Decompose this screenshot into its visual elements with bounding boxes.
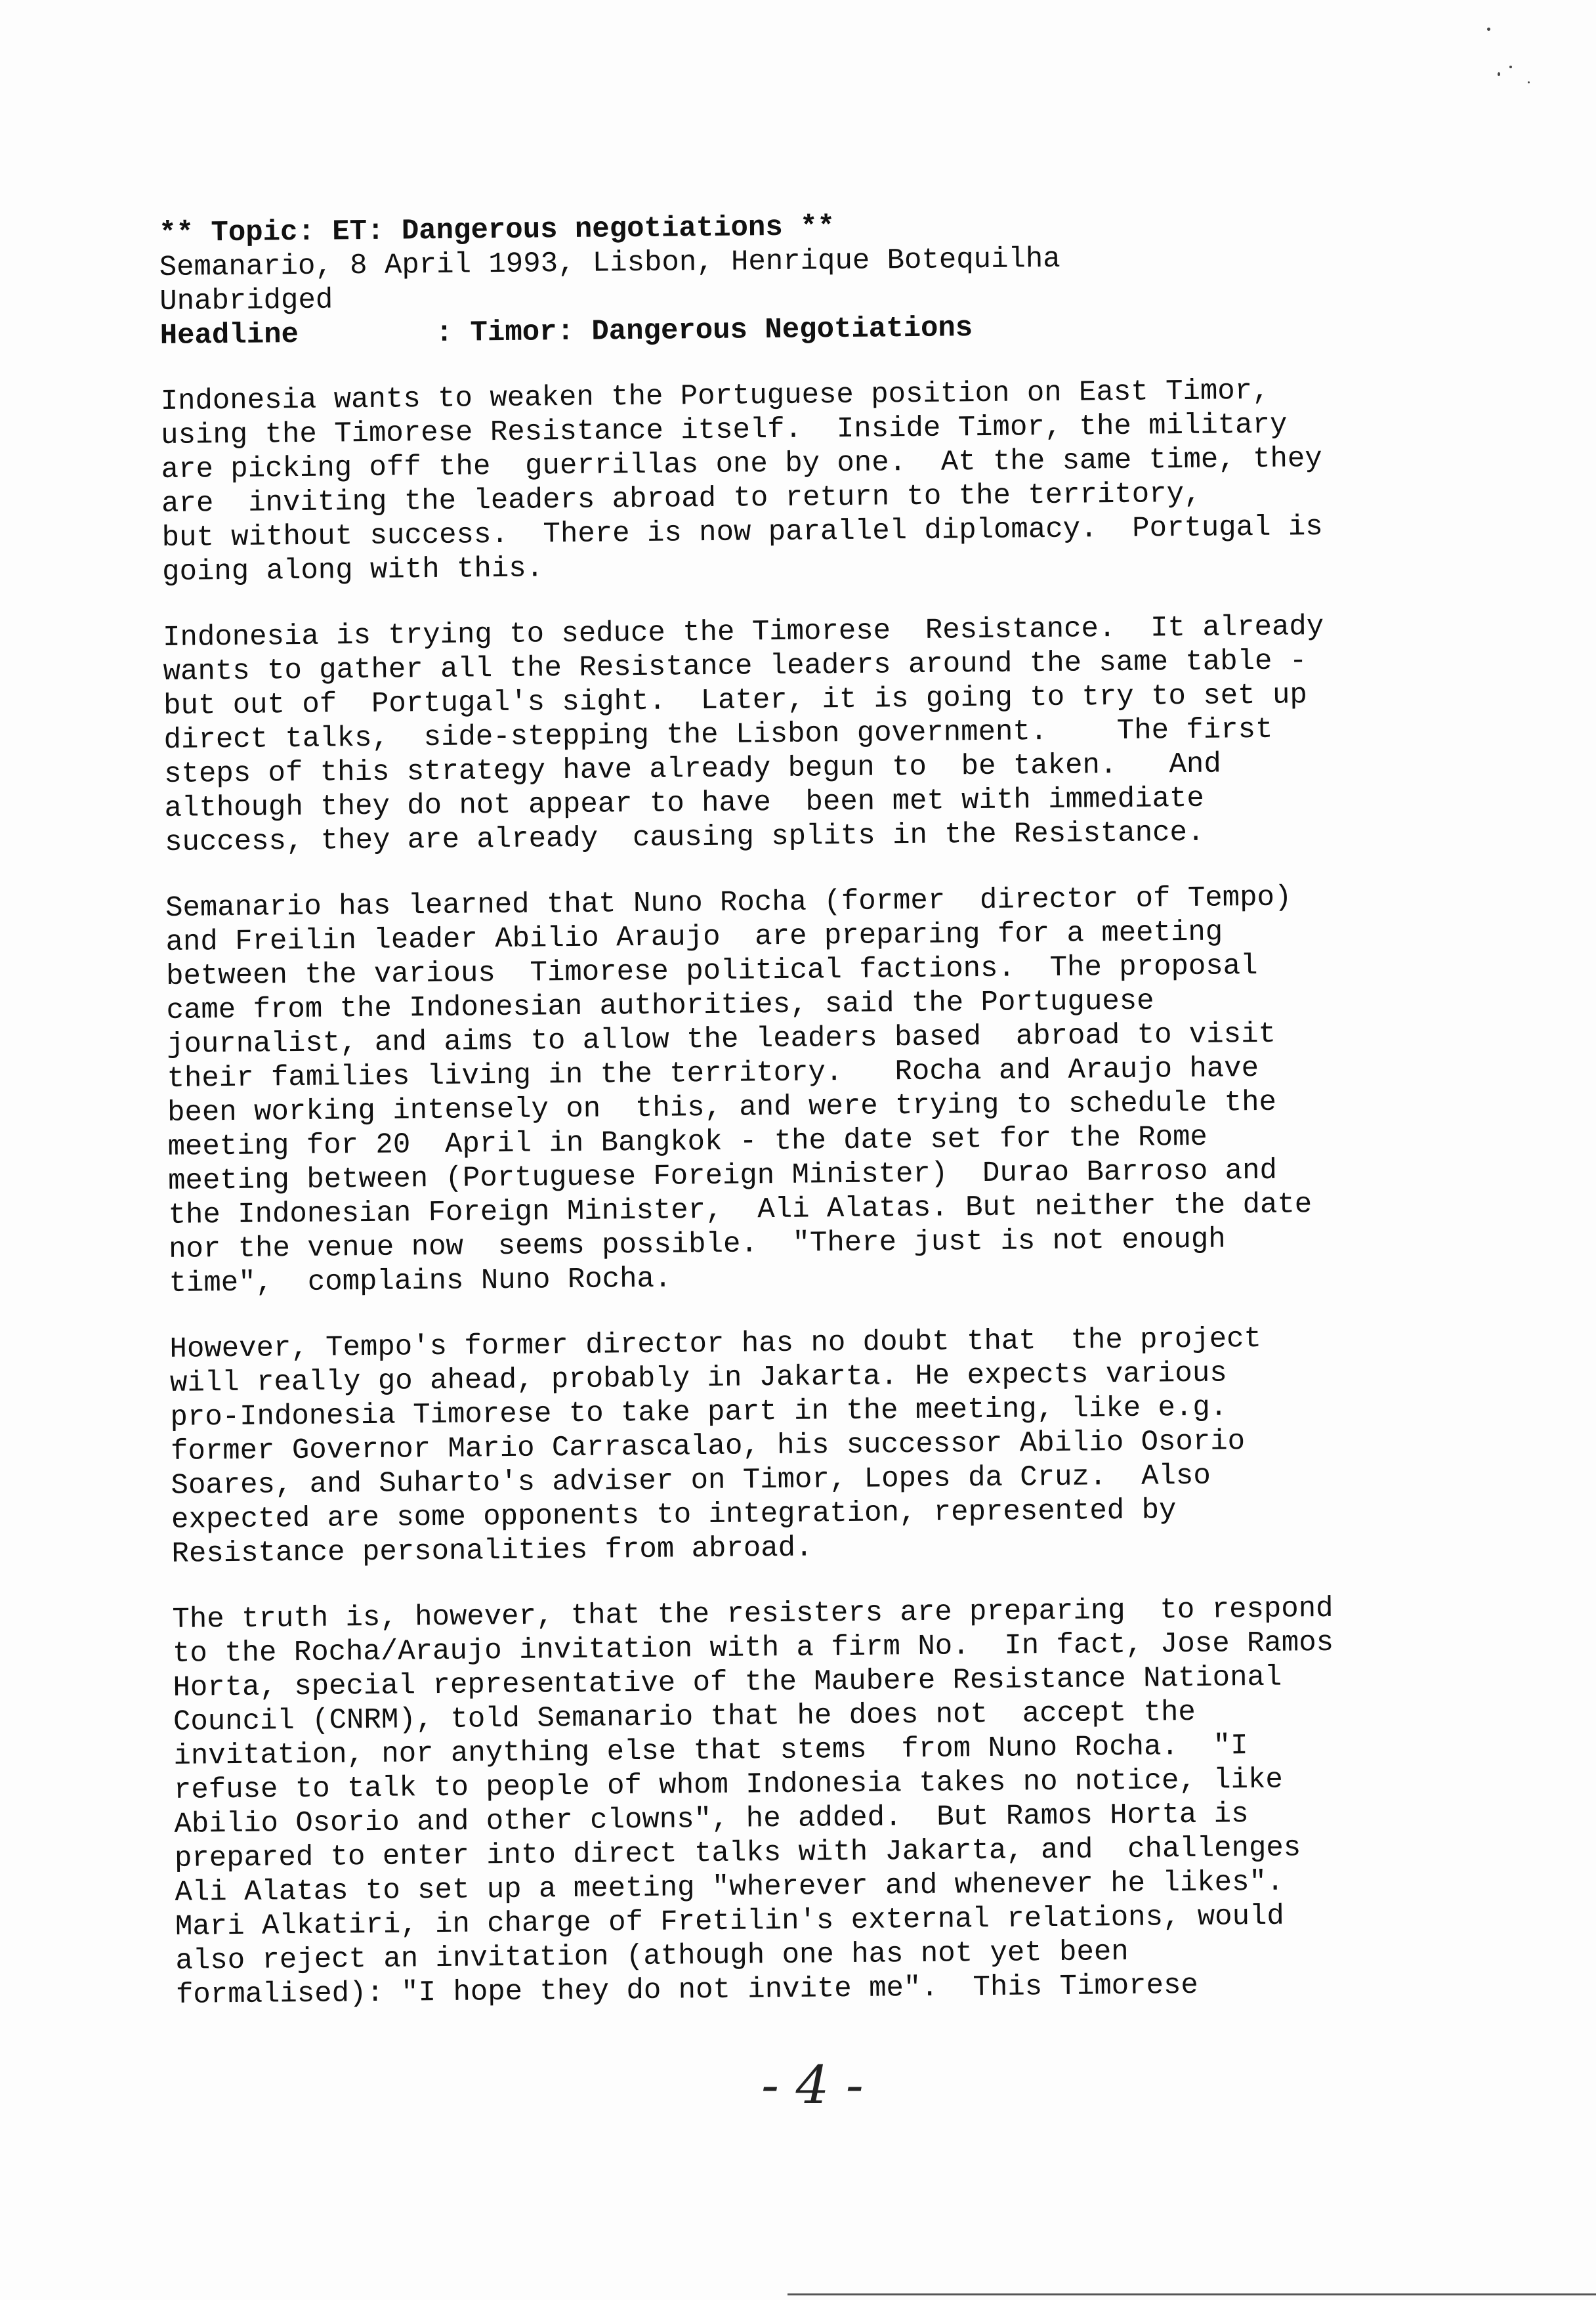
- paragraph-line: former Governor Mario Carrascalao, his successor Abilio Osorio: [170, 1425, 1246, 1468]
- bottom-edge-line: [788, 2293, 1596, 2295]
- headline-label: Headline: [159, 318, 299, 352]
- paragraph-line: success, they are already causing splits in the Resistance.: [164, 816, 1205, 859]
- paragraph-line: Ali Alatas to set up a meeting "wherever and whenever he likes".: [175, 1865, 1284, 1909]
- paragraph-line: Resistance personalities from abroad.: [171, 1531, 813, 1571]
- scan-speck: [1487, 28, 1490, 31]
- paragraph-line: Semanario has learned that Nuno Rocha (former director of Tempo): [165, 881, 1292, 925]
- paragraph-line: expected are some opponents to integration, represented by: [171, 1494, 1177, 1537]
- paragraph-line: are picking off the guerrillas one by one. At the same time, they: [161, 442, 1322, 486]
- paragraph-line: nor the venue now seems possible. "There just is not enough: [168, 1223, 1226, 1266]
- paragraph-line: Mari Alkatiri, in charge of Fretilin's external relations, would: [175, 1900, 1285, 1944]
- paragraph-line: wants to gather all the Resistance leaders around the same table -: [163, 645, 1307, 689]
- paragraph-line: time", complains Nuno Rocha.: [169, 1262, 672, 1300]
- paragraph: [172, 1590, 1488, 2012]
- paragraph-line: journalist, and aims to allow the leaders based abroad to visit: [166, 1017, 1276, 1061]
- paragraph-line: the Indonesian Foreign Minister, Ali Alatas. But neither the date: [168, 1188, 1312, 1232]
- edition-line: Unabridged: [159, 284, 333, 318]
- page-number: - 4 -: [761, 2055, 864, 2116]
- paragraph-line: are inviting the leaders abroad to return to the territory,: [161, 477, 1202, 521]
- paragraph-line: Indonesia wants to weaken the Portuguese position on East Timor,: [160, 374, 1270, 418]
- paragraph-line: although they do not appear to have been met with immediate: [164, 782, 1205, 825]
- paragraph-line: prepared to enter into direct talks with Jakarta, and challenges: [174, 1831, 1301, 1875]
- source-line: Semanario, 8 April 1993, Lisbon, Henrique Botequilha: [159, 242, 1060, 284]
- topic-line: ** Topic: ET: Dangerous negotiations **: [159, 211, 835, 250]
- paragraph-line: and Freilin leader Abilio Araujo are preparing for a meeting: [165, 916, 1223, 959]
- paragraph-line: but without success. There is now parallel diplomacy. Portugal is: [161, 510, 1323, 555]
- scan-speck: [1509, 66, 1512, 68]
- paragraph-line: but out of Portugal's sight. Later, it is going to try to set up: [163, 679, 1308, 723]
- paragraph-line: Council (CNRM), told Semanario that he does not accept the: [173, 1695, 1196, 1739]
- paragraph: [163, 608, 1477, 860]
- document-body: [159, 204, 1488, 2012]
- headline-text: : Timor: Dangerous Negotiations: [435, 312, 973, 350]
- paragraph-line: been working intensely on this, and were trying to schedule the: [167, 1086, 1277, 1130]
- paragraph-line: going along with this.: [161, 552, 544, 589]
- paragraph-line: refuse to talk to people of whom Indonesia takes no notice, like: [173, 1763, 1284, 1807]
- paragraph-line: meeting for 20 April in Bangkok - the date set for the Rome: [167, 1120, 1208, 1164]
- paragraph: [160, 372, 1475, 589]
- paragraph-line: Soares, and Suharto's adviser on Timor, Lopes da Cruz. Also: [171, 1459, 1211, 1502]
- paragraph-line: Abilio Osorio and other clowns", he added. But Ramos Horta is: [174, 1798, 1249, 1841]
- paragraph-line: to the Rocha/Araujo invitation with a firm No. In fact, Jose Ramos: [172, 1626, 1334, 1671]
- paragraph-line: also reject an invitation (athough one has not yet been: [175, 1935, 1129, 1978]
- paragraph-line: will really go ahead, probably in Jakarta. He expects various: [169, 1357, 1227, 1400]
- paragraph-line: formalised): "I hope they do not invite me". This Timorese: [175, 1969, 1199, 2012]
- paragraph-line: came from the Indonesian authorities, said the Portuguese: [166, 985, 1154, 1027]
- paragraph-line: their families living in the territory. Rocha and Araujo have: [167, 1052, 1259, 1096]
- paragraph-line: Indonesia is trying to seduce the Timorese Resistance. It already: [162, 610, 1324, 654]
- paragraph-line: steps of this strategy have already begun to be taken. And: [163, 748, 1221, 791]
- paragraph-line: using the Timorese Resistance itself. Inside Timor, the military: [160, 408, 1288, 452]
- paragraph-line: pro-Indonesia Timorese to take part in the meeting, like e.g.: [170, 1391, 1228, 1434]
- paragraph-line: Horta, special representative of the Maubere Resistance National: [173, 1661, 1282, 1705]
- paragraph-line: The truth is, however, that the resisters are preparing to respond: [172, 1592, 1334, 1636]
- scan-speck: [1498, 72, 1500, 76]
- paragraph-line: invitation, nor anything else that stems from Nuno Rocha. "I: [173, 1730, 1248, 1773]
- paragraph-line: However, Tempo's former director has no doubt that the project: [169, 1322, 1262, 1366]
- article-body: [160, 372, 1488, 2012]
- paragraph: [165, 879, 1482, 1301]
- scan-speck: [1528, 81, 1530, 83]
- paragraph-line: direct talks, side-stepping the Lisbon government. The first: [163, 713, 1273, 757]
- paragraph-line: meeting between (Portuguese Foreign Minister) Durao Barroso and: [167, 1154, 1278, 1198]
- paragraph: [169, 1320, 1484, 1571]
- paragraph-line: between the various Timorese political factions. The proposal: [165, 949, 1258, 993]
